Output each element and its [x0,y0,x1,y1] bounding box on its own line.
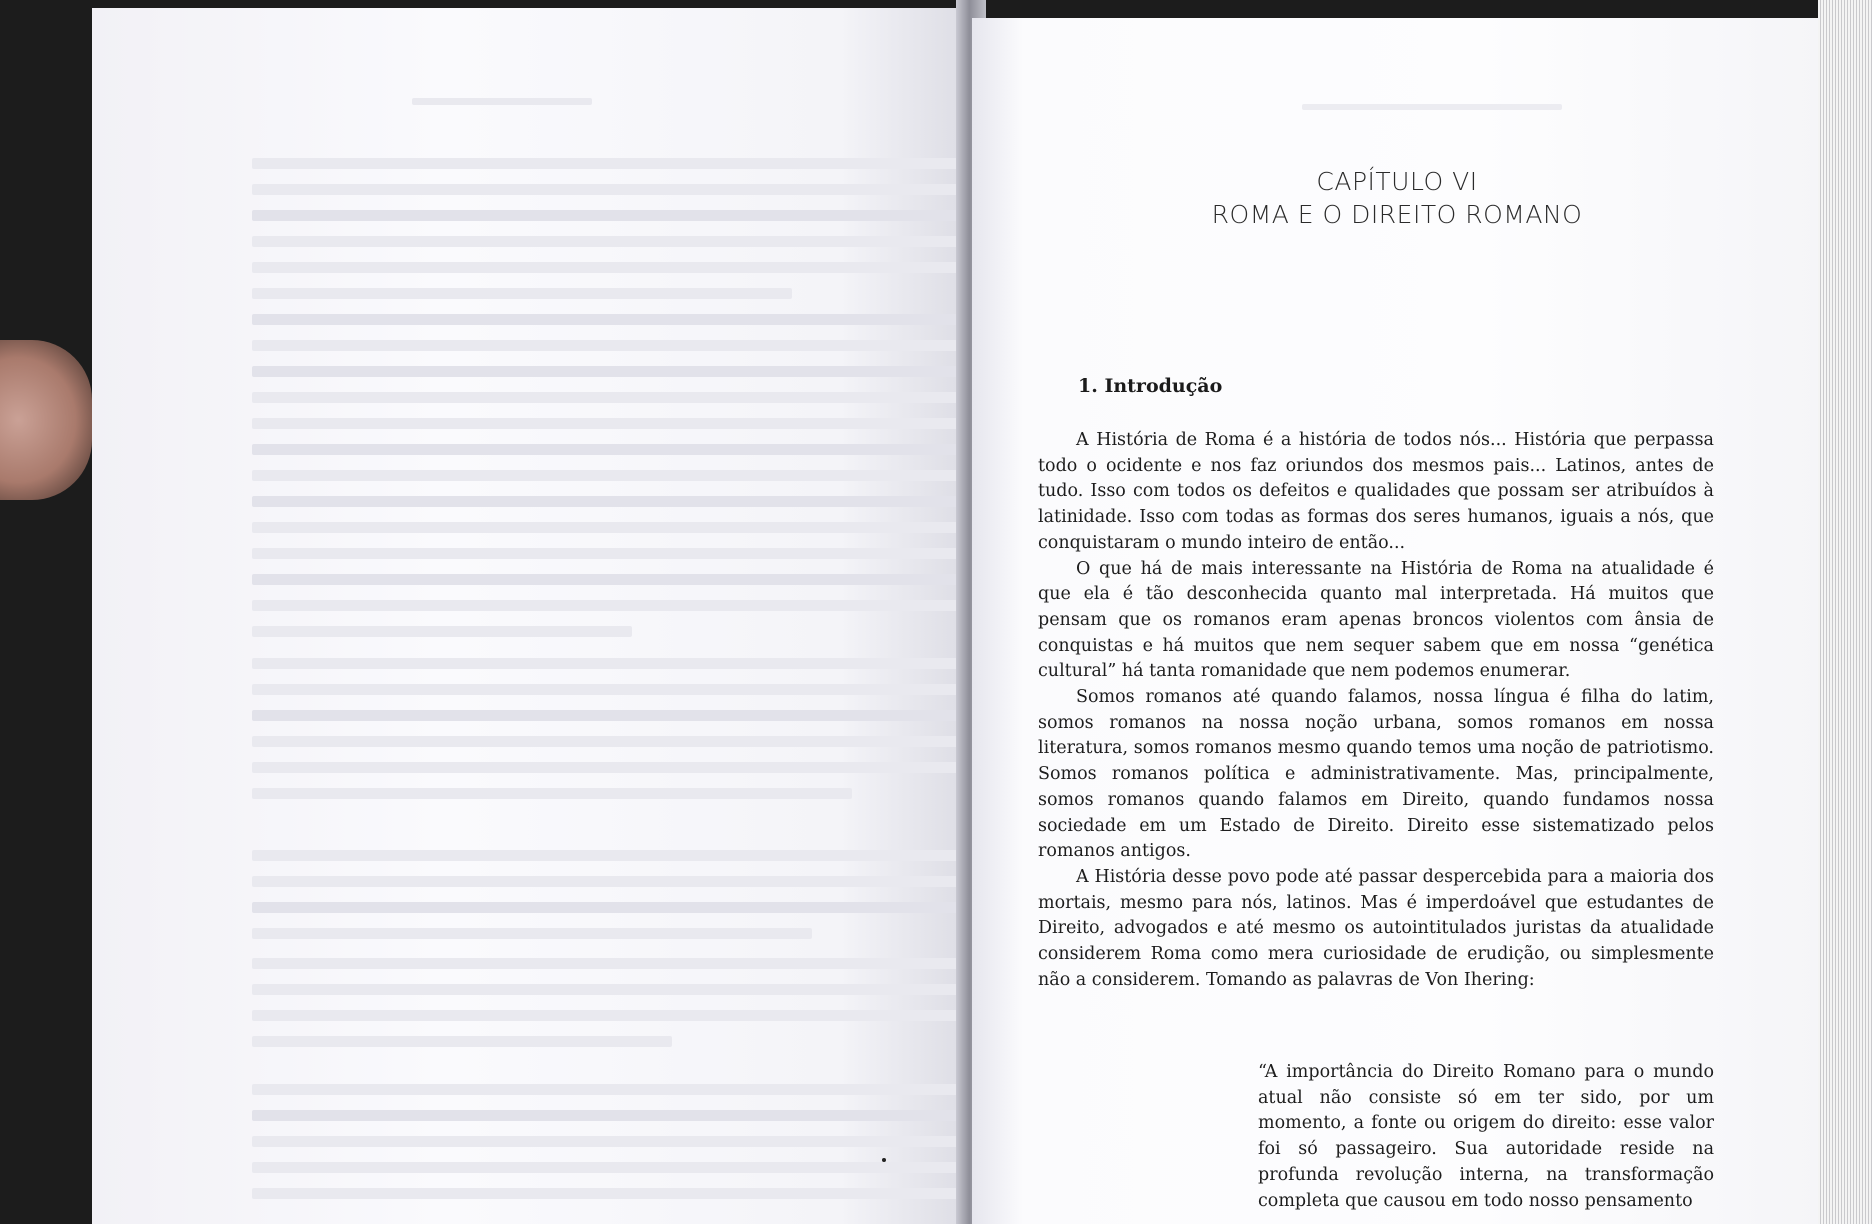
section-title: 1. Introdução [1078,375,1223,397]
paragraph-3: Somos romanos até quando falamos, nossa língua é filha do latim, somos romanos na nossa noção urbana, somos romanos em nossa literatura, somos romanos mesmo quando temos uma noção de patriotismo. Somos romanos política e administrativamente. Mas, principalmente, somos romanos quando falamos em Direito, quando fundamos nossa sociedade em um Estado de Direito. Direito esse sistematizado pelos romanos antigos. [1038,687,1714,862]
paragraph-2: O que há de mais interessante na História de Roma na atualidade é que ela é tão desconhecida quanto mal interpretada. Há muitos que pensam que os romanos eram apenas broncos violentos com ânsia de conquistas e há muitos que nem sequer sabem que em nossa “genética cultural” há tanta romanidade que nem podemos enumerar. [1038,558,1714,682]
paragraph-4: A História desse povo pode até passar despercebida para a maioria dos mortais, mesmo para nós, latinos. Mas é imperdoável que estudantes de Direito, advogados e até mesmo os autointitulados juristas da atualidade considerem Roma como mera curiosidade de erudição, ou simplesmente não a considerem. Tomando as palavras de Von Ihering: [1038,866,1714,990]
running-head [1302,104,1562,110]
thumb [0,340,92,500]
body-text [1038,428,1714,993]
chapter-number: CAPÍTULO VI [1316,167,1478,196]
left-page-faded [92,8,972,1224]
paragraph-1: A História de Roma é a história de todos nós... História que perpassa todo o ocidente e nos faz oriundos dos mesmos pais... Latinos, antes de tudo. Isso com todos os defeitos e qualidades que possam ser atribuídos à latinidade. Isso com todas as formas dos seres humanos, iguais a nós, que conquistaram o mundo inteiro de então... [1038,430,1714,553]
ink-dot [882,1158,886,1162]
block-quote [1258,1060,1714,1214]
right-page [972,18,1822,1224]
chapter-heading [972,166,1822,232]
quote-text: “A importância do Direito Romano para o mundo atual não consiste só em ter sido, por um momento, a fonte ou origem do direito: esse valor foi só passageiro. Sua autoridade reside na profunda revolução interna, na transformação completa que causou em todo nosso pensamento [1258,1062,1714,1211]
left-running-head [412,98,592,105]
page-edges [1818,0,1872,1224]
chapter-title: ROMA E O DIREITO ROMANO [1211,200,1583,229]
